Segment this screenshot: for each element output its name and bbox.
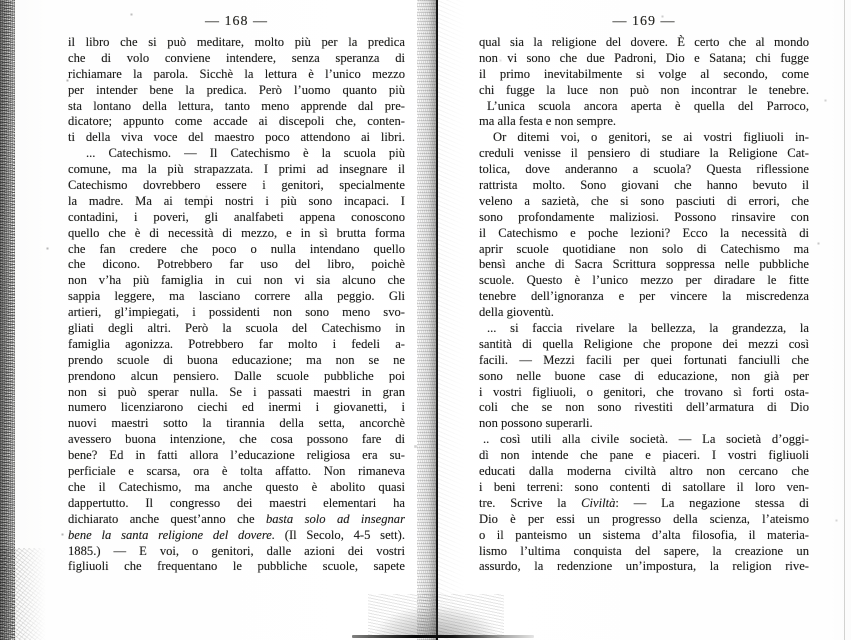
text-line: tolica, dove anderanno a scuola? Questa riflessione — [479, 162, 809, 177]
text-line: per intender bene la predica. Però l’uomo quanto più — [68, 82, 405, 97]
gutter-speckle — [438, 0, 468, 640]
text-line: dì non intende che pane e piaceri. I vostri figliuoli — [479, 448, 809, 463]
text-line: sappia leggere, ma lasciano correre alla peggio. Gli — [68, 289, 405, 304]
text-line: lismo l’ultima conquista del sapere, la creazione un — [479, 543, 809, 558]
page-text-right — [479, 35, 809, 575]
text-line: Dio è per essi un progresso della scienza, l’ateismo — [479, 511, 809, 526]
text-line: i vostri figliuoli, o genitori, che trovano sì forti osta- — [479, 384, 809, 399]
text-line: bene? Ed in fatti allora l’educazione religiosa era su- — [68, 448, 405, 463]
text-line: il primo inevitabilmente si volge al secondo, come — [479, 66, 809, 81]
scan-speck-dots — [0, 0, 1, 1]
text-line: nuovi maestri sotto la tirannia della setta, ancorchè — [68, 416, 405, 431]
text-line: o il panteismo un sistema d’alta filosofia, il materia- — [479, 527, 809, 542]
bottom-ink-line — [352, 635, 534, 638]
text-line: che il Catechismo, ma anche questo è abolito quasi — [68, 479, 405, 494]
text-line: non v’ha più famiglia in cui non vi sia alcuno che — [68, 273, 405, 288]
text-line: aprir scuole quotidiane non solo di Catechismo ma — [479, 241, 809, 256]
text-line: qual sia la religione del dovere. È certo che al mondo — [479, 35, 809, 49]
text-line: non vi sono che due Padroni, Dio e Satana; chi fugge — [479, 50, 809, 65]
scan-noise-corner — [0, 548, 46, 640]
text-line: i beni terreni: sono contenti di satollare il loro ven- — [479, 479, 809, 494]
gutter-line — [436, 0, 438, 640]
text-line: rattrista molto. Sono giovani che hanno bevuto il — [479, 178, 809, 193]
text-line: che dicono. Potrebbero far uso del libro, poichè — [68, 257, 405, 272]
text-line: della gioventù. — [479, 305, 554, 320]
text-line: educati dalla moderna civiltà altro non cercano che — [479, 464, 809, 479]
text-line: non possono superarli. — [479, 416, 593, 431]
text-line: che di volo conviene intendere, senza speranza di — [68, 50, 405, 65]
text-line: non si può sperar nulla. Se i passati maestri in gran — [68, 384, 405, 399]
text-line: famiglia agonizza. Potrebbero far molto i fedeli a- — [68, 336, 405, 351]
text-line: sta lontano della lettura, tanto meno apprende dal pre- — [68, 98, 405, 113]
text-line: prendo scuole di buona educazione; ma non se ne — [68, 352, 405, 367]
text-line: Catechismo dovrebbero essere i genitori, specialmente — [68, 178, 405, 193]
text-line: tre. Scrive la Civiltà: — La negazione stessa di — [479, 495, 809, 510]
text-line: .. così utili alla civile società. — La società d’oggi- — [483, 432, 809, 447]
text-line: bensì anche di Sacra Scrittura soppressa nelle pubbliche — [479, 257, 809, 272]
text-line: coli che se non sono rivestiti dell’armatura di Dio — [479, 400, 809, 415]
text-line: quello che è di necessità di mezzo, e in sì brutta forma — [68, 225, 405, 240]
text-line: dichiarato anche quest’anno che basta solo ad insegnar — [68, 511, 405, 526]
text-line: artieri, gl’impiegati, i possidenti non sono meno svo- — [68, 305, 405, 320]
page-text-left — [68, 35, 405, 575]
text-line: santità di quella Religione che propone dei mezzi così — [479, 336, 809, 351]
text-line: sono profondamente maliziosi. Possono rinsavire con — [479, 209, 809, 224]
text-line: creduli venisse il pensiero di studiare la Religione Cat- — [479, 146, 809, 161]
text-line: la madre. Ma ai tempi nostri i più sono incapaci. I — [68, 193, 405, 208]
text-line: veleno a sazietà, che si sono pasciuti di errori, che — [479, 193, 809, 208]
bottom-smudge — [368, 594, 504, 638]
text-line: gliati degli altri. Però la scuola del Catechismo in — [68, 321, 405, 336]
text-line: figliuoli che frequentano le pubbliche scuole, sapete — [68, 559, 405, 574]
text-line: dicatore; appunto come accade ai discepoli che, conten- — [68, 114, 405, 129]
text-line: il libro che si può meditare, molto più per la predica — [68, 35, 405, 49]
gutter-shadow — [417, 0, 436, 640]
text-line: scuole. Questo è l’unico mezzo per diradare le fitte — [479, 273, 809, 288]
text-line: Or ditemi voi, o genitori, se ai vostri figliuoli in- — [493, 130, 809, 145]
text-line: chi fugge la luce non può non incontrar le tenebre. — [479, 82, 809, 97]
text-line: dappertutto. Il congresso dei maestri elementari ha — [68, 495, 405, 510]
text-line: bene la santa religione del dovere. (Il Secolo, 4-5 sett). — [68, 527, 405, 542]
page-edge-line — [844, 0, 845, 640]
text-line: sono nelle buone case di educazione, non già per — [479, 368, 809, 383]
binding-shadow-band — [0, 0, 15, 640]
text-line: ma alla festa e non sempre. — [479, 114, 617, 129]
text-line: ... Catechismo. — Il Catechismo è la scuola più — [86, 146, 405, 161]
text-line: richiamare la parola. Sicchè la lettura è l’unico mezzo — [68, 66, 405, 81]
text-line: tenebre dell’ignoranza e per vincere la miscredenza — [479, 289, 809, 304]
text-line: ti della viva voce del maestro poco attendono ai libri. — [68, 130, 405, 145]
text-line: perficiale e scarsa, ora è tolta affatto. Non rimaneva — [68, 464, 405, 479]
text-line: avessero buona intenzione, che cosa possono fare di — [68, 432, 405, 447]
text-line: contadini, i poveri, gli analfabeti appena conoscono — [68, 209, 405, 224]
page-number-right: — 169 — — [612, 14, 676, 29]
text-line: L’unica scuola ancora aperta è quella del Parroco, — [487, 98, 809, 113]
text-line: il Catechismo e poche lezioni? Ecco la necessità di — [479, 225, 809, 240]
text-line: comune, ma la più strapazzata. I primi ad insegnare il — [68, 162, 405, 177]
text-line: ... si faccia rivelare la bellezza, la grandezza, la — [487, 321, 809, 336]
text-line: 1885.) — E voi, o genitori, dalle azioni dei vostri — [68, 543, 405, 558]
text-line: prendono alcun pensiero. Dalle scuole pubbliche poi — [68, 368, 405, 383]
text-line: facili. — Mezzi facili per quei fortunati fanciulli che — [479, 352, 809, 367]
page-number-left: — 168 — — [205, 14, 268, 29]
text-line: assurdo, la redenzione un’impostura, la religion rive- — [479, 559, 809, 574]
text-line: numero licenziarono ciechi ed inermi i giovanetti, i — [68, 400, 405, 415]
text-line: che fan credere che poco o nulla intendano quello — [68, 241, 405, 256]
